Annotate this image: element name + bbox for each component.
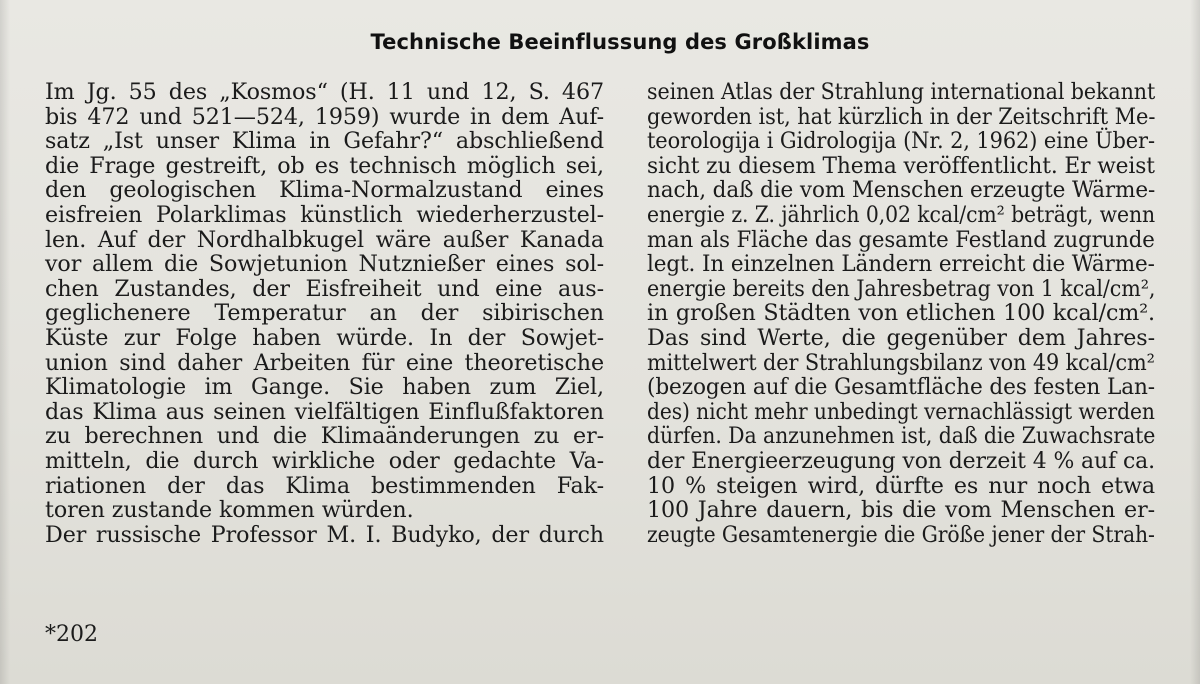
text-line: zeugte Gesamtenergie die Größe jener der Strah- — [647, 521, 1155, 548]
text-line: riationen der das Klima bestimmenden Fak- — [45, 472, 604, 499]
text-line: legt. In einzelnen Ländern erreicht die Wärme- — [647, 251, 1155, 278]
right-text-column — [647, 80, 1155, 547]
text-line: eisfreien Polarklimas künstlich wiederherzustel- — [45, 201, 604, 228]
text-line: das Klima aus seinen vielfältigen Einflußfaktoren — [45, 398, 604, 425]
text-line: man als Fläche das gesamte Festland zugrunde — [647, 226, 1155, 253]
text-line: 100 Jahre dauern, bis die vom Menschen er- — [647, 497, 1155, 524]
page-shadow-left — [0, 0, 10, 684]
page-shadow-right — [1190, 0, 1200, 684]
text-line: bis 472 und 521—524, 1959) wurde in dem Auf- — [45, 103, 604, 130]
text-line: geglichenere Temperatur an der sibirischen — [45, 300, 604, 327]
text-line: des) nicht mehr unbedingt vernachlässigt werden — [647, 398, 1155, 425]
text-line: geworden ist, hat kürzlich in der Zeitschrift Me- — [647, 103, 1156, 130]
text-line: seinen Atlas der Strahlung international bekannt — [647, 79, 1156, 105]
left-text-column — [45, 80, 604, 547]
text-line: len. Auf der Nordhalbkugel wäre außer Kanada — [45, 226, 604, 253]
text-line: sicht zu diesem Thema veröffentlicht. Er weist — [647, 152, 1155, 179]
text-line: den geologischen Klima-Normalzustand eines — [45, 177, 604, 204]
text-line: in großen Städten von etlichen 100 kcal/cm². — [647, 300, 1155, 327]
text-line: energie bereits den Jahresbetrag von 1 kcal/cm², — [647, 275, 1156, 302]
text-line: mitteln, die durch wirkliche oder gedachte Va- — [45, 447, 604, 474]
text-line: dürfen. Da anzunehmen ist, daß die Zuwachsrate — [647, 423, 1156, 450]
text-line: mittelwert der Strahlungsbilanz von 49 kcal/cm² — [647, 349, 1155, 376]
text-line: satz „Ist unser Klima in Gefahr?“ abschließend — [45, 128, 604, 155]
text-line: 10 % steigen wird, dürfte es nur noch etwa — [647, 472, 1155, 499]
text-line: Küste zur Folge haben würde. In der Sowjet- — [45, 324, 604, 351]
text-line: vor allem die Sowjetunion Nutznießer eines sol- — [45, 251, 604, 278]
page-number: *202 — [45, 622, 98, 647]
text-line: die Frage gestreift, ob es technisch möglich sei, — [45, 152, 604, 179]
text-line: energie z. Z. jährlich 0,02 kcal/cm² beträgt, wenn — [647, 201, 1156, 228]
text-line: union sind daher Arbeiten für eine theoretische — [45, 349, 604, 376]
text-line: Klimatologie im Gange. Sie haben zum Ziel, — [45, 374, 604, 401]
text-line: (bezogen auf die Gesamtfläche des festen Lan- — [647, 374, 1155, 401]
text-line: teorologija i Gidrologija (Nr. 2, 1962) eine Über- — [647, 128, 1155, 155]
text-line: toren zustande kommen würden. — [45, 497, 414, 524]
text-line: Im Jg. 55 des „Kosmos“ (H. 11 und 12, S. 467 — [45, 79, 604, 105]
text-line: Das sind Werte, die gegenüber dem Jahres- — [647, 324, 1155, 351]
text-line: Der russische Professor M. I. Budyko, der durch — [45, 521, 604, 548]
article-title: Technische Beeinflussung des Großklimas — [370, 30, 870, 54]
text-line: zu berechnen und die Klimaänderungen zu er- — [45, 423, 604, 450]
text-line: nach, daß die vom Menschen erzeugte Wärme- — [647, 177, 1156, 204]
text-line: der Energieerzeugung von derzeit 4 % auf ca. — [647, 447, 1155, 474]
text-line: chen Zustandes, der Eisfreiheit und eine aus- — [45, 275, 604, 302]
